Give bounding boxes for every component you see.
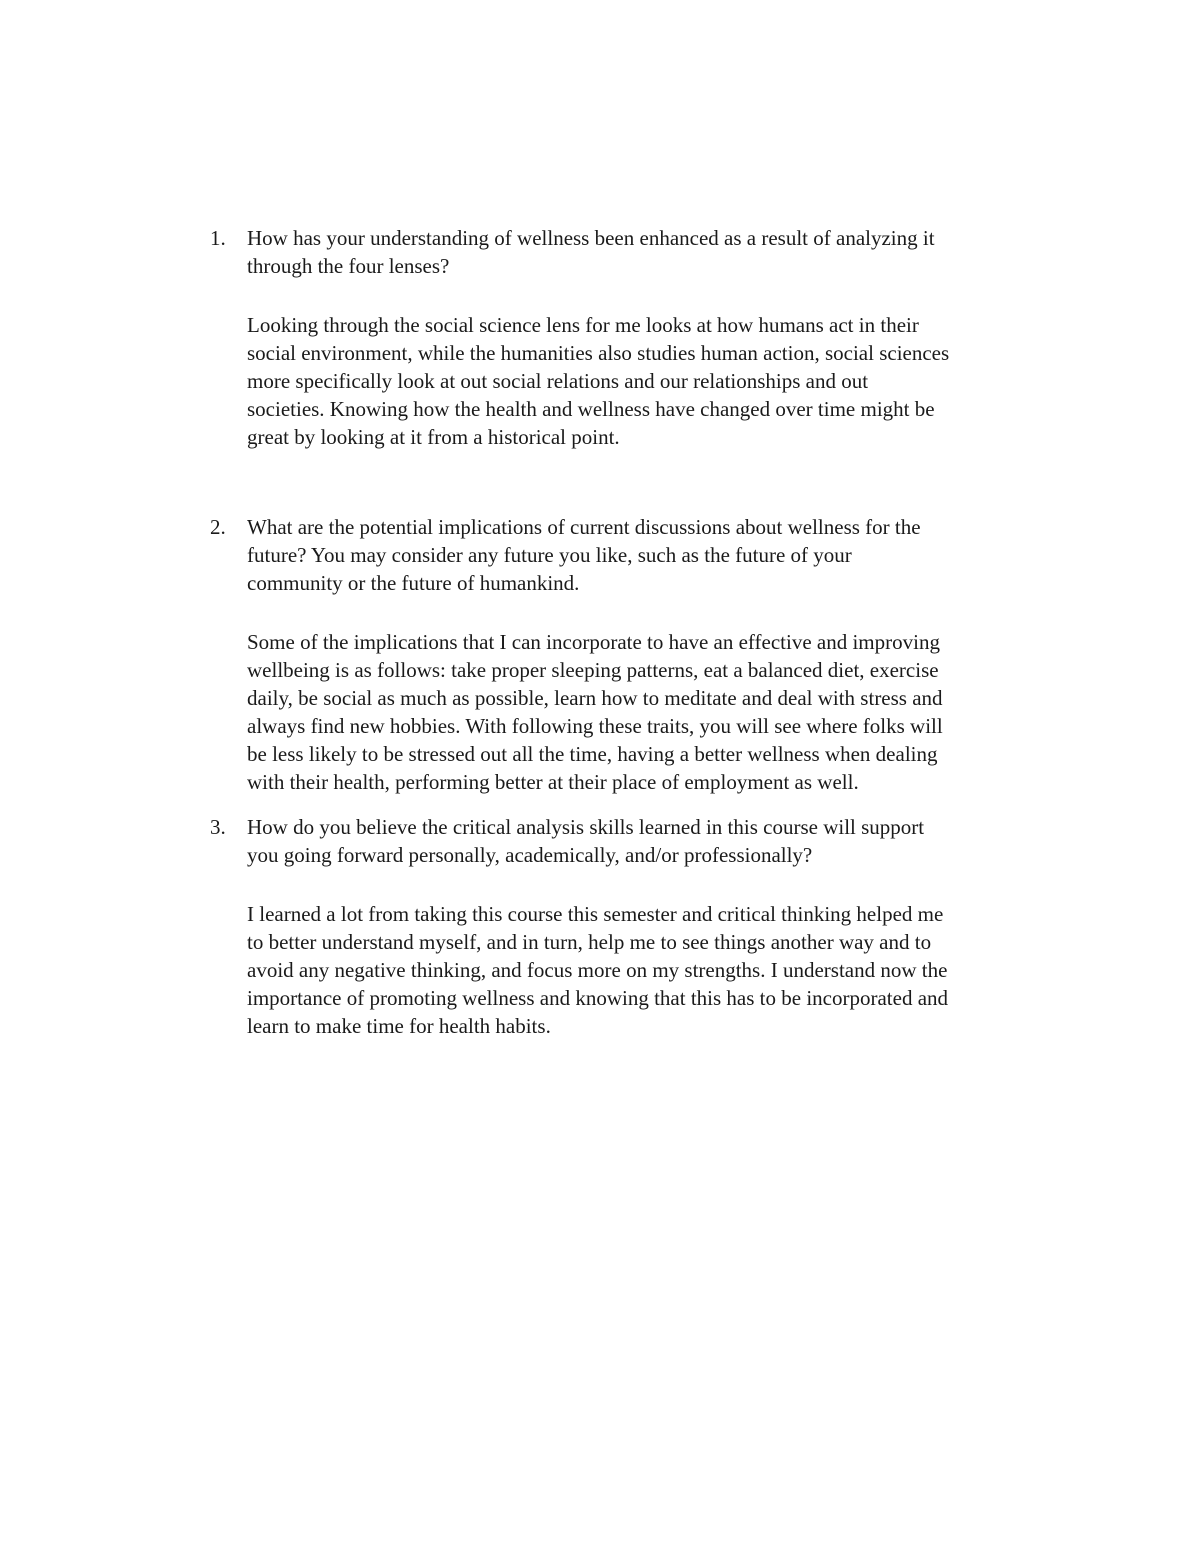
item-number: 2. <box>210 515 226 539</box>
item-body <box>247 224 1080 451</box>
answer-text: Looking through the social science lens for me looks at how humans act in their social environment, while the humanities also studies human action, social sciences more specifically look at out social relations and our relationships and out societies. Knowing how the health and wellness have changed over time might be great by looking at it from a historical point. <box>247 313 950 449</box>
item-number: 1. <box>210 226 226 250</box>
item-body <box>247 813 1080 1040</box>
item-body <box>247 513 1080 796</box>
item-number: 3. <box>210 815 226 839</box>
answer-text: Some of the implications that I can incorporate to have an effective and improving wellbeing is as follows: take proper sleeping patterns, eat a balanced diet, exercise daily, be social as much as possible, learn how to meditate and deal with stress and always find new hobbies. With following these traits, you will see where folks will be less likely to be stressed out all the time, having a better wellness when dealing with their health, performing better at their place of employment as well. <box>247 630 943 794</box>
question-text: How do you believe the critical analysis skills learned in this course will support you going forward personally, academically, and/or professionally? <box>247 815 925 867</box>
question-text: What are the potential implications of current discussions about wellness for the future? You may consider any future you like, such as the future of your community or the future of humankind. <box>247 515 921 595</box>
answer-text: I learned a lot from taking this course this semester and critical thinking helped me to better understand myself, and in turn, help me to see things another way and to avoid any negative thinking, and focus more on my strengths. I understand now the importance of promoting wellness and knowing that this has to be incorporated and learn to make time for health habits. <box>247 902 949 1038</box>
question-text: How has your understanding of wellness been enhanced as a result of analyzing it through the four lenses? <box>247 226 935 278</box>
